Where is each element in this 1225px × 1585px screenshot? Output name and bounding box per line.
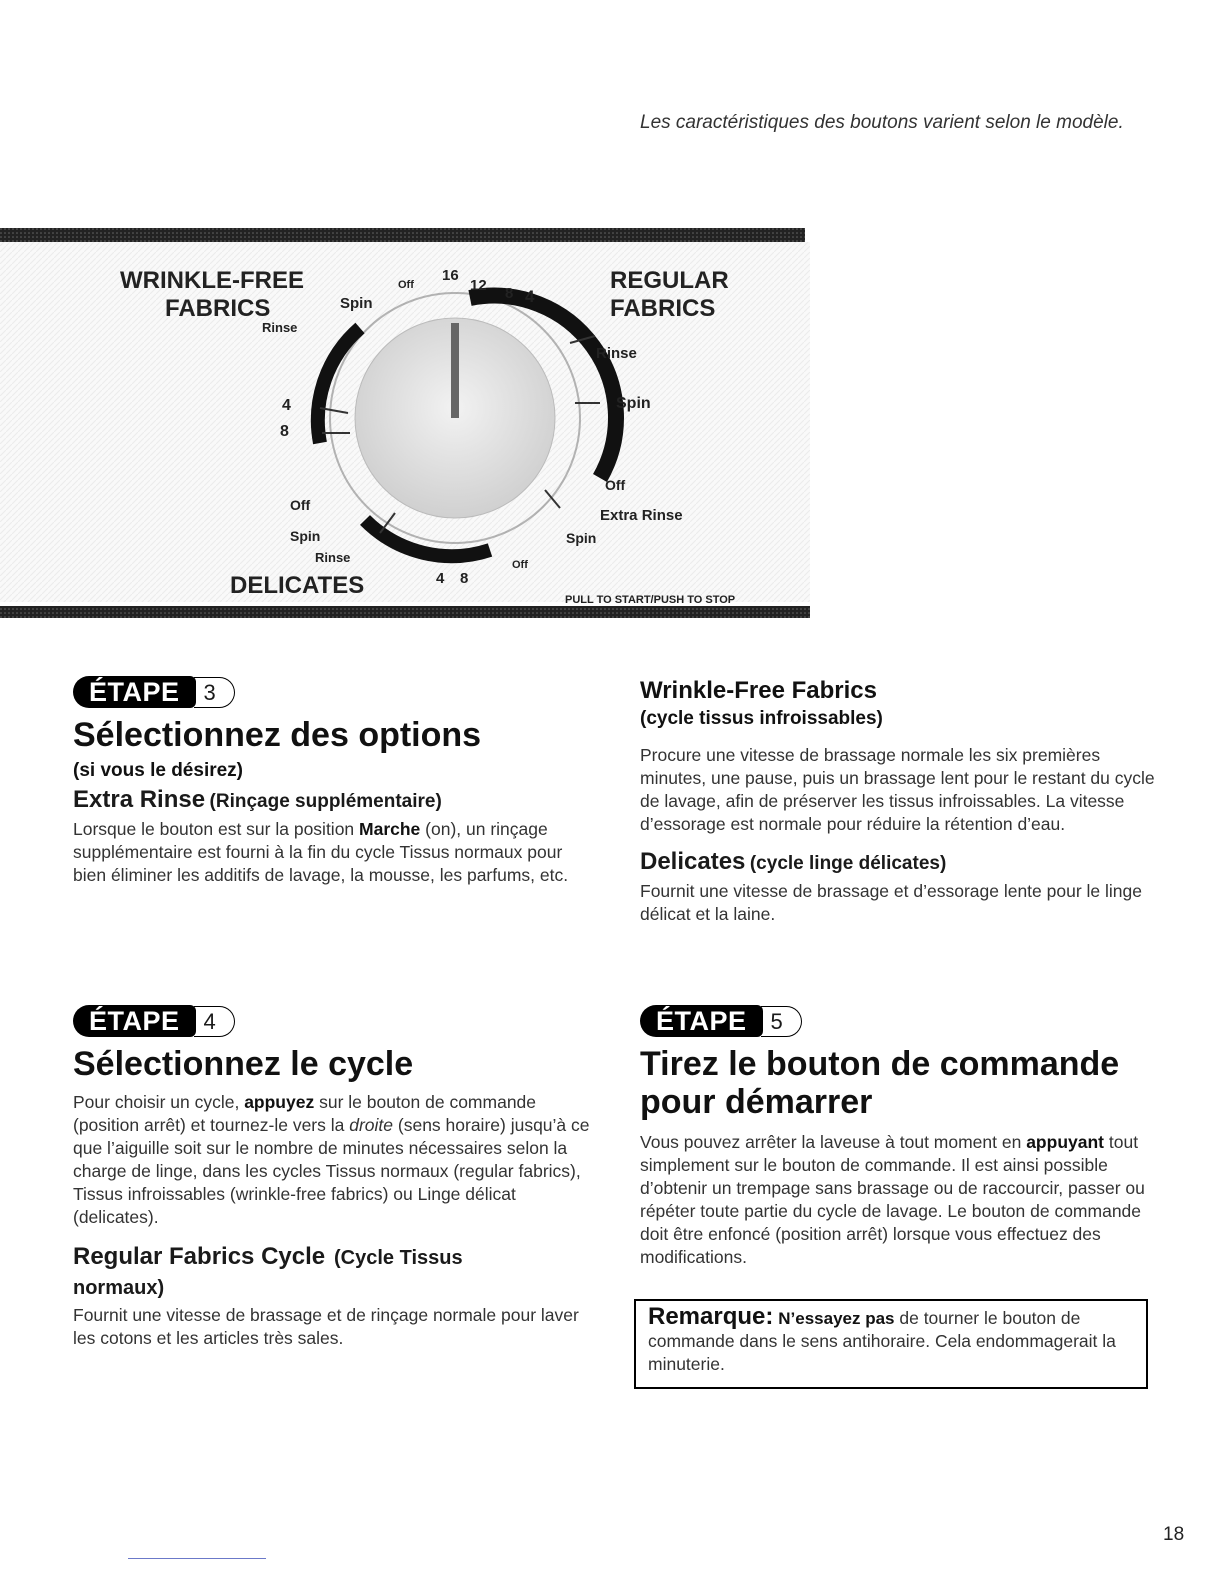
step3-badge-number: 3 — [194, 677, 235, 708]
control-panel-illustration — [0, 228, 822, 628]
step3-title: Sélectionnez des options — [73, 716, 482, 754]
step4-badge-label: ÉTAPE — [73, 1005, 196, 1037]
step3-subtitle: (si vous le désirez) — [73, 760, 244, 781]
label-12: 12 — [470, 277, 487, 294]
wrinkle-free-subheading: (cycle tissus infroissables) — [640, 708, 883, 729]
panel-top-bar — [0, 228, 805, 242]
label-rinse-wf: Rinse — [262, 320, 298, 335]
step4-text-b: sur le bouton de commande (position arrêt) et tournez-le vers la — [73, 1092, 537, 1135]
extra-rinse-heading-fr: (Rinçage supplémentaire) — [209, 791, 442, 812]
delicates-text: Fournit une vitesse de brassage et d’essorage lente pour le linge délicat et la laine. — [640, 881, 1142, 924]
step5-badge-label: ÉTAPE — [640, 1005, 763, 1037]
step5-title-line1: Tirez le bouton de commande — [640, 1045, 1120, 1083]
label-8-bottom: 8 — [460, 570, 469, 587]
step3-badge — [73, 676, 235, 708]
label-16: 16 — [442, 267, 459, 284]
regular-fabrics-heading — [73, 1243, 593, 1304]
remark-title: Remarque: — [648, 1303, 774, 1330]
step4-badge-number: 4 — [194, 1006, 235, 1037]
label-spin-reg: Spin — [616, 395, 651, 412]
step4-section — [73, 1005, 593, 1350]
step5-text-a: Vous pouvez arrêter la laveuse à tout moment en — [640, 1132, 1027, 1152]
label-pull-push: PULL TO START/PUSH TO STOP — [565, 594, 736, 606]
step5-badge-number: 5 — [761, 1006, 802, 1037]
label-spin-del: Spin — [290, 528, 321, 544]
remark-text: de tourner le bouton de commande dans le sens antihoraire. Cela endommagerait la minuterie. — [648, 1308, 1116, 1374]
regular-heading-fr2: normaux) — [73, 1277, 165, 1299]
label-regular-1: REGULAR — [610, 267, 729, 294]
cycle-descriptions — [640, 676, 1160, 926]
label-8-left: 8 — [280, 423, 289, 440]
step5-text-b: tout simplement sur le bouton de commande. Il est ainsi possible d’obtenir un trempage sans brassage ou de raccourcir, passer ou répéter toute partie du cycle de lavage. Le bouton de commande doit être enfoncé (position arrêt) lorsque vous effectuez des modifications. — [640, 1132, 1145, 1267]
step5-section — [640, 1005, 1160, 1269]
step3-section — [73, 676, 593, 887]
step4-text-a: Pour choisir un cycle, — [73, 1092, 245, 1112]
label-wrinkle-free-2: FABRICS — [165, 295, 271, 322]
label-spin-reg2: Spin — [566, 530, 597, 546]
extra-rinse-text-a: Lorsque le bouton est sur la position — [73, 819, 360, 839]
label-extra-rinse: Extra Rinse — [600, 507, 683, 524]
regular-heading-fr1: (Cycle Tissus — [334, 1247, 463, 1269]
extra-rinse-text — [73, 818, 593, 887]
step4-text-c: (sens horaire) jusqu’à ce que l’aiguille soit sur le nombre de minutes nécessaires selon la charge de linge, dans les cycles Tissus normaux (regular fabrics), Tissus infroissables (wrinkle-free fabrics) ou Linge délicat (delicates). — [73, 1115, 590, 1227]
delicates-heading — [640, 848, 1160, 876]
label-spin-wf: Spin — [340, 295, 373, 312]
regular-fabrics-text: Fournit une vitesse de brassage et de rinçage normale pour laver les cotons et les articles très sales. — [73, 1305, 579, 1348]
remark-bold: N’essayez pas — [778, 1309, 895, 1328]
step5-badge — [640, 1005, 802, 1037]
label-wrinkle-free-1: WRINKLE-FREE — [120, 267, 304, 294]
label-4-top: 4 — [525, 287, 535, 306]
footer-divider — [128, 1558, 266, 1559]
step4-title: Sélectionnez le cycle — [73, 1045, 414, 1083]
wrinkle-free-heading: Wrinkle-Free Fabrics — [640, 677, 877, 704]
step4-badge — [73, 1005, 235, 1037]
step4-text — [73, 1091, 593, 1229]
remark-box — [634, 1299, 1148, 1389]
label-off-del: Off — [290, 497, 311, 513]
label-rinse-del: Rinse — [315, 550, 351, 565]
extra-rinse-text-b: (on), un rinçage supplémentaire est fourni à la fin du cycle Tissus normaux pour bien éliminer les additifs de lavage, la mousse, les parfums, etc. — [73, 819, 569, 885]
step3-badge-label: ÉTAPE — [73, 676, 196, 708]
label-4-left: 4 — [282, 397, 291, 414]
label-regular-2: FABRICS — [610, 295, 716, 322]
extra-rinse-text-bold: Marche — [359, 819, 421, 839]
step4-text-italic: droite — [349, 1115, 394, 1135]
step5-text — [640, 1131, 1160, 1269]
label-rinse-reg: Rinse — [596, 345, 637, 362]
delicates-heading-fr: (cycle linge délicates) — [749, 853, 947, 874]
label-off-bottom: Off — [512, 559, 528, 571]
wrinkle-free-text: Procure une vitesse de brassage normale les six premières minutes, une pause, puis un brassage lent pour le restant du cycle de lavage, afin de préserver les tissus infroissables. La vitesse d’essorage est normale pour réduire la rétention d’eau. — [640, 745, 1155, 834]
label-delicates: DELICATES — [230, 572, 365, 599]
regular-heading-en: Regular Fabrics Cycle — [73, 1243, 326, 1270]
delicates-heading-en: Delicates — [640, 848, 746, 875]
panel-bottom-bar — [0, 606, 810, 618]
header-note: Les caractéristiques des boutons varient selon le modèle. — [640, 112, 1124, 133]
step5-text-bold: appuyant — [1026, 1132, 1104, 1152]
step4-text-bold: appuyez — [244, 1092, 315, 1112]
label-4-bottom: 4 — [436, 570, 445, 587]
extra-rinse-heading — [73, 786, 593, 814]
label-off-reg: Off — [605, 477, 626, 493]
extra-rinse-heading-en: Extra Rinse — [73, 786, 206, 813]
page-number: 18 — [1163, 1524, 1185, 1545]
step5-title-line2: pour démarrer — [640, 1083, 873, 1121]
label-off-top: Off — [398, 279, 414, 291]
label-8-top: 8 — [505, 285, 514, 302]
